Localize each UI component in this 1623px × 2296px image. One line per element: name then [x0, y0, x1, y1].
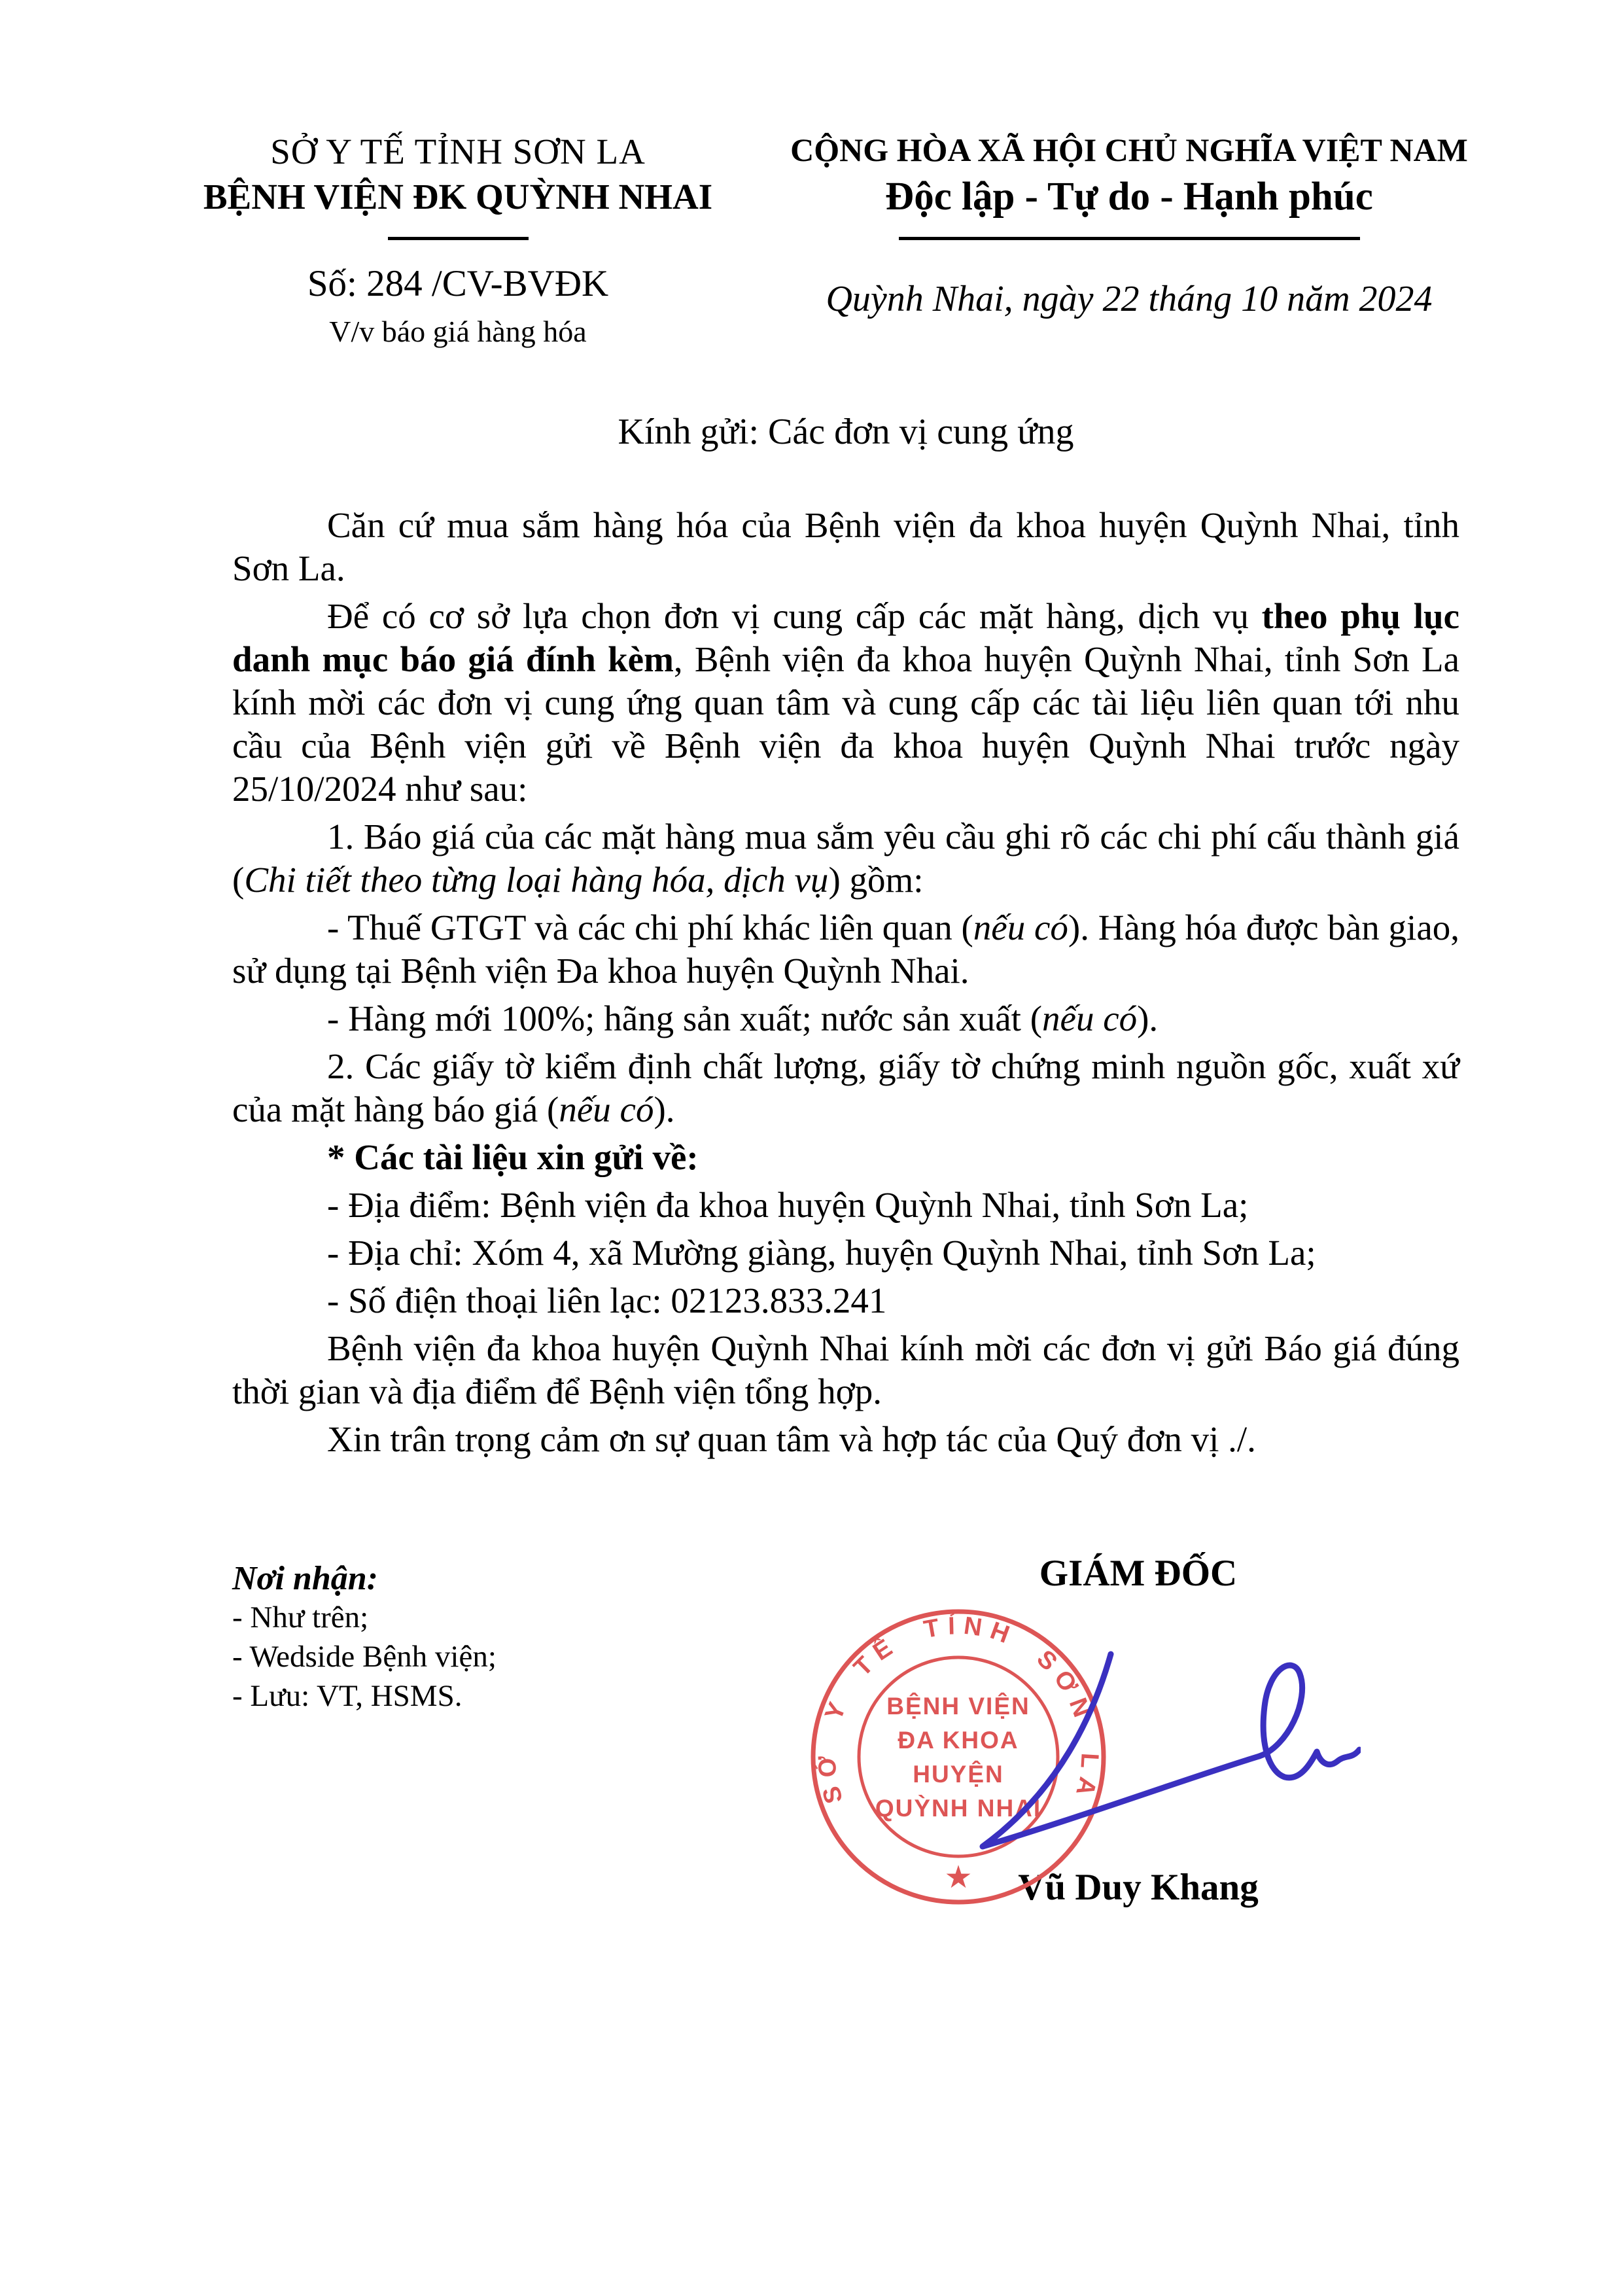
place-date-line: Quỳnh Nhai, ngày 22 tháng 10 năm 2024 [826, 279, 1433, 319]
paragraph [232, 595, 1459, 811]
stamp-line: ĐA KHOA [898, 1727, 1019, 1754]
text-segment: Xin trân trọng cảm ơn sự quan tâm và hợp tác của Quý đơn vị ./. [327, 1419, 1256, 1459]
national-title: CỘNG HÒA XÃ HỘI CHỦ NGHĨA VIỆT NAM [790, 132, 1468, 168]
text-segment: nếu có [559, 1089, 654, 1129]
issuer-divider [388, 237, 529, 240]
document-header [0, 0, 1623, 349]
text-segment: Để có cơ sở lựa chọn đơn vị cung cấp các mặt hàng, dịch vụ [327, 596, 1262, 636]
stamp-line: QUỲNH NHAI [875, 1795, 1042, 1822]
text-segment: - Địa điểm: Bệnh viện đa khoa huyện Quỳnh Nhai, tỉnh Sơn La; [327, 1185, 1249, 1225]
text-segment: - Thuế GTGT và các chi phí khác liên quan ( [327, 908, 973, 947]
text-segment: , Bệnh viện đa khoa huyện Quỳnh Nhai, tỉnh Sơn La kính mời các đơn vị cung ứng quan tâm và cung cấp các tài liệu liên quan tới nhu cầu của Bệnh viện gửi về Bệnh viện đa khoa huyện Quỳnh Nhai trước ngày 25/10/2024 như sau: [232, 639, 1459, 809]
signoff-name: Vũ Duy Khang [1018, 1867, 1259, 1908]
paragraph [232, 906, 1459, 993]
paragraph [232, 1136, 1459, 1179]
text-segment: Bệnh viện đa khoa huyện Quỳnh Nhai kính mời các đơn vị gửi Báo giá đúng thời gian và địa điểm để Bệnh viện tổng hợp. [232, 1328, 1459, 1411]
signoff-title: GIÁM ĐỐC [1039, 1553, 1238, 1594]
text-segment: ). [654, 1089, 675, 1129]
text-segment: 2. Các giấy tờ kiểm định chất lượng, giấy tờ chứng minh nguồn gốc, xuất xứ của mặt hàng báo giá ( [232, 1046, 1459, 1129]
text-segment: nếu có [973, 908, 1068, 947]
salutation-line: Kính gửi: Các đơn vị cung ứng [618, 412, 1074, 452]
stamp-line: BỆNH VIỆN [886, 1693, 1030, 1720]
paragraph [232, 1327, 1459, 1413]
recipient-item: - Wedside Bệnh viện; [232, 1640, 497, 1674]
recipients-label: Nơi nhận: [232, 1560, 378, 1597]
signature-ink [903, 1616, 1361, 1898]
paragraph [232, 504, 1459, 590]
paragraph [232, 815, 1459, 902]
recipients-block [232, 1559, 497, 1716]
document-number: Số: 284 /CV-BVĐK [307, 263, 609, 304]
paragraph [232, 1045, 1459, 1131]
motto-divider [899, 237, 1360, 240]
signature-flourish [983, 1654, 1259, 1846]
paragraph [232, 1231, 1459, 1275]
text-segment: ). [1137, 998, 1159, 1038]
text-segment: ) gồm: [828, 860, 924, 900]
issuer-name: BỆNH VIỆN ĐK QUỲNH NHAI [203, 177, 713, 217]
text-segment: Chi tiết theo từng loại hàng hóa, dịch vụ [244, 860, 829, 900]
signature-strokes [983, 1654, 1359, 1846]
text-segment: ). Hàng hóa được bàn giao, sử dụng tại Bệnh viện Đa khoa huyện Quỳnh Nhai. [232, 908, 1459, 991]
recipient-item: - Như trên; [232, 1600, 369, 1634]
paragraph [232, 1279, 1459, 1322]
paragraph [232, 1418, 1459, 1461]
text-segment: nếu có [1042, 998, 1138, 1038]
body-paragraphs [232, 504, 1459, 1461]
issuer-parent: SỞ Y TẾ TỈNH SƠN LA [270, 132, 646, 171]
text-segment: * Các tài liệu xin gửi về: [327, 1137, 699, 1177]
stamp-ring-text: SỞ Y TẾ TỈNH SƠN LA [813, 1612, 1104, 1807]
paragraph [232, 1184, 1459, 1227]
stamp-star-icon: ★ [944, 1860, 973, 1895]
text-segment: Căn cứ mua sắm hàng hóa của Bệnh viện đa khoa huyện Quỳnh Nhai, tỉnh Sơn La. [232, 505, 1459, 588]
national-header-block [766, 131, 1492, 349]
recipient-item: - Lưu: VT, HSMS. [232, 1679, 462, 1713]
issuer-block [196, 131, 720, 349]
text-segment: - Hàng mới 100%; hãng sản xuất; nước sản xuất ( [327, 998, 1043, 1038]
national-motto: Độc lập - Tự do - Hạnh phúc [885, 175, 1373, 219]
text-segment: - Số điện thoại liên lạc: 02123.833.241 [327, 1280, 887, 1320]
stamp-line: HUYỆN [913, 1761, 1004, 1788]
document-subject: V/v báo giá hàng hóa [329, 315, 587, 348]
signature-loop [1259, 1665, 1359, 1778]
text-segment: theo phụ lục danh mục báo giá đính kèm [232, 596, 1459, 679]
document-content [0, 411, 1623, 1461]
text-segment: 1. Báo giá của các mặt hàng mua sắm yêu cầu ghi rõ các chi phí cấu thành giá ( [232, 817, 1459, 900]
paragraph [232, 997, 1459, 1040]
text-segment: - Địa chỉ: Xóm 4, xã Mường giàng, huyện Quỳnh Nhai, tỉnh Sơn La; [327, 1233, 1316, 1273]
